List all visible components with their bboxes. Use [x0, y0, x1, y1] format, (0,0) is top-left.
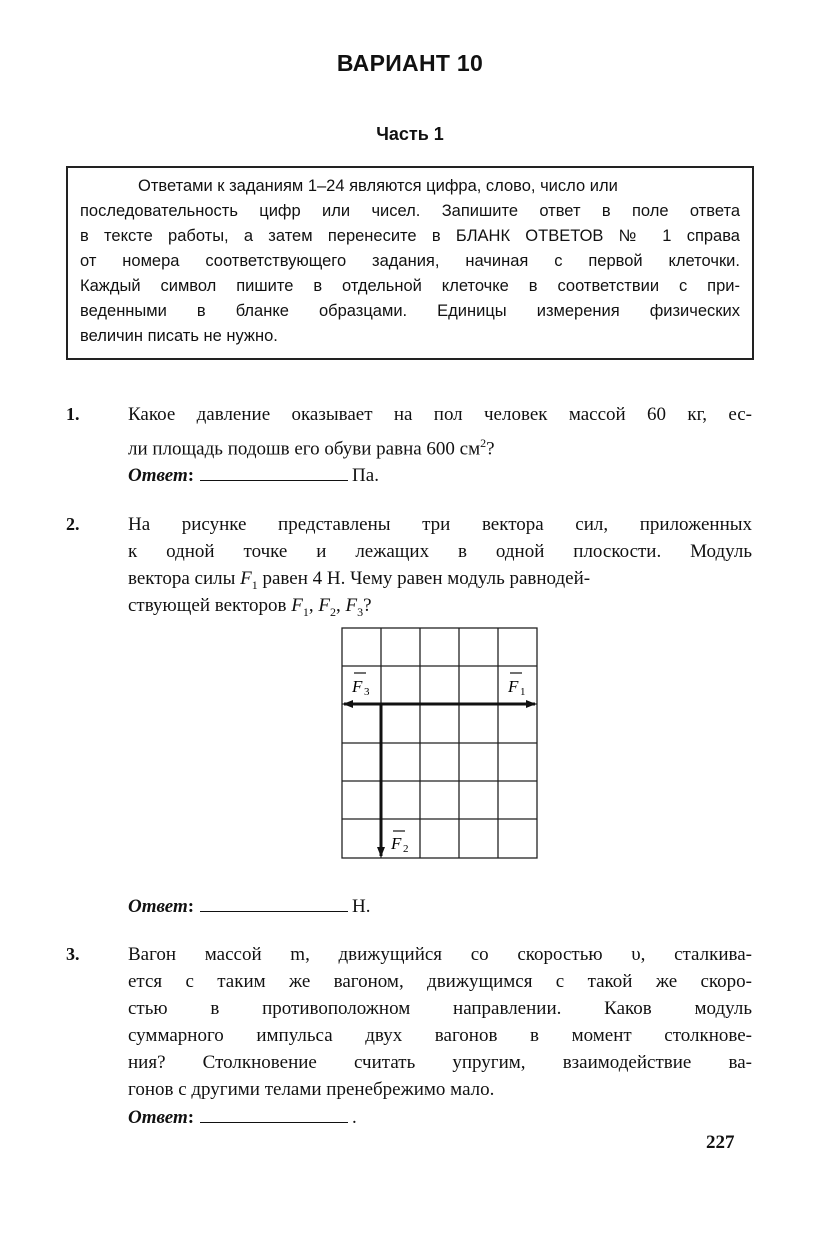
instruction-line: от номера соответствующего задания, начиная с первой клеточки. — [80, 252, 740, 270]
q2-text: ствующей векторов — [128, 595, 292, 616]
answer-line-q3: Ответ: . — [128, 1104, 357, 1129]
question-text-line: гонов с другими телами пренебрежимо мало. — [128, 1079, 495, 1100]
page-number: 227 — [706, 1132, 735, 1153]
answer-unit-q2: Н. — [352, 896, 371, 917]
answer-label: Ответ — [128, 1107, 188, 1128]
q1-superscript: 2 — [480, 436, 487, 450]
label-f2-sub: 2 — [403, 843, 409, 855]
question-number: 1. — [66, 404, 80, 424]
question-text-line: ствующей векторов $F_1$, $F_2$, $F_3$? — [128, 595, 372, 619]
grid — [342, 628, 537, 858]
question-text-line: к одной точке и лежащих в одной плоскости. Модуль — [128, 541, 752, 562]
answer-label: Ответ — [128, 465, 188, 486]
question-text-line: стью в противоположном направлении. Каков модуль — [128, 998, 752, 1019]
force-subscript: 1 — [251, 577, 258, 592]
label-f3-sub: 3 — [364, 686, 370, 698]
question-text-line — [128, 430, 752, 462]
instruction-line: последовательность цифр или чисел. Запишите ответ в поле ответа — [80, 202, 740, 220]
answer-line-q2: Ответ: Н. — [128, 893, 371, 918]
label-f1 — [507, 673, 526, 698]
instructions-box — [66, 166, 754, 360]
force-subscript: 3 — [357, 604, 364, 619]
part-heading: Часть 1 — [376, 124, 444, 144]
force-vectors-figure — [338, 624, 542, 862]
answer-blank-q1[interactable] — [200, 462, 348, 481]
q2-text: равен 4 Н. Чему равен модуль равнодей- — [257, 568, 591, 589]
question-number: 2. — [66, 514, 80, 534]
force-symbol: F — [291, 595, 303, 616]
force-subscript: 1 — [302, 604, 309, 619]
question-text-line: Вагон массой m, движущийся со скоростью υ, сталкива- — [128, 944, 752, 965]
force-symbol: F — [318, 595, 330, 616]
label-f3-letter: F — [352, 677, 363, 696]
q2-text-end: ? — [363, 595, 372, 616]
label-f2 — [390, 831, 409, 855]
q1-text-end: ? — [486, 438, 495, 460]
question-text-line: На рисунке представлены три вектора сил, приложенных — [128, 514, 752, 535]
instruction-line: веденными в бланке образцами. Единицы измерения физических — [80, 302, 740, 320]
answer-unit-q3: . — [352, 1107, 357, 1128]
instruction-line: Каждый символ пишите в отдельной клеточке в соответствии с при- — [80, 277, 740, 295]
q2-text: вектора силы — [128, 568, 241, 589]
label-f2-letter: F — [391, 834, 402, 853]
variant-title: ВАРИАНТ 10 — [336, 50, 484, 76]
force-symbol: F — [240, 568, 252, 589]
question-text-line: суммарного импульса двух вагонов в момент столкнове- — [128, 1025, 752, 1046]
answer-blank-q2[interactable] — [200, 893, 348, 912]
instruction-line: величин писать не нужно. — [80, 327, 278, 345]
question-text-line: ния? Столкновение считать упругим, взаимодействие ва- — [128, 1052, 752, 1073]
question-text-line: ется с таким же вагоном, движущимся с такой же скоро- — [128, 971, 752, 992]
question-text-line: Какое давление оказывает на пол человек массой 60 кг, ес- — [128, 404, 752, 425]
q1-text: ли площадь подошв его обуви равна 600 см — [128, 438, 481, 460]
instruction-line: Ответами к заданиям 1–24 являются цифра, слово, число или — [138, 177, 618, 195]
force-subscript: 2 — [330, 604, 336, 619]
label-f1-letter: F — [508, 677, 519, 696]
label-f1-sub: 1 — [520, 686, 526, 698]
answer-label: Ответ — [128, 896, 188, 917]
answer-unit-q1: Па. — [352, 465, 379, 486]
answer-line-q1: Ответ: Па. — [128, 462, 379, 487]
label-f3 — [351, 673, 370, 698]
answer-blank-q3[interactable] — [200, 1104, 348, 1123]
force-symbol: F — [345, 595, 358, 616]
question-number: 3. — [66, 944, 80, 964]
instruction-line: в тексте работы, а затем перенесите в БЛАНК ОТВЕТОВ № 1 справа — [80, 227, 740, 245]
